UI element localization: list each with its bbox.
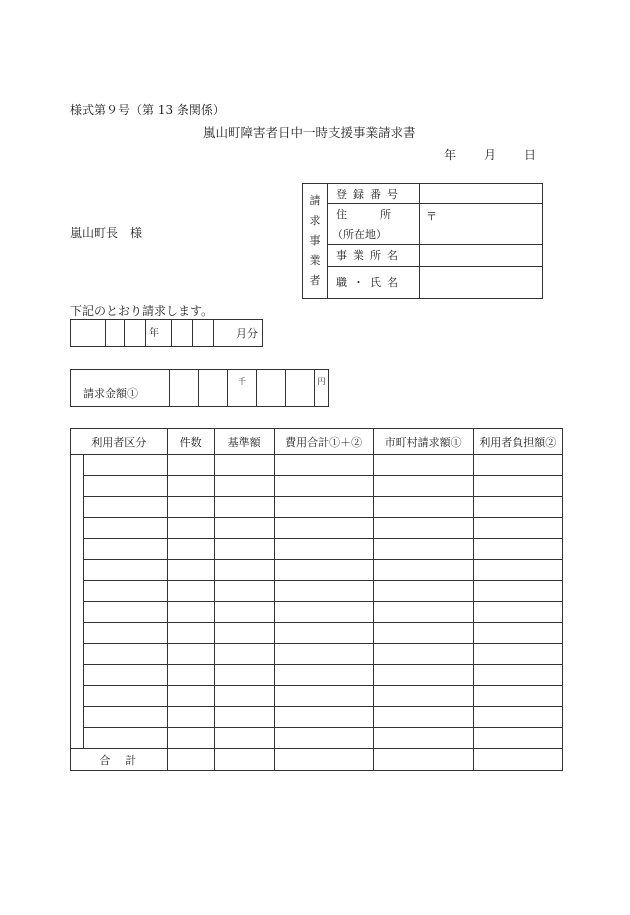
claimant-char: 事 — [309, 234, 321, 247]
table-cell[interactable] — [214, 560, 274, 581]
table-cell[interactable] — [84, 476, 168, 497]
period-year-digit[interactable] — [71, 320, 106, 347]
table-cell[interactable] — [373, 686, 473, 707]
header-count: 件数 — [167, 429, 214, 455]
table-cell[interactable] — [473, 623, 562, 644]
claimant-vertical-label — [303, 184, 328, 299]
table-cell[interactable] — [167, 581, 214, 602]
amount-thousand-label: 千 — [228, 370, 257, 407]
table-cell[interactable] — [473, 497, 562, 518]
title-name-label: 職・氏名 — [328, 266, 420, 298]
table-cell[interactable] — [373, 497, 473, 518]
table-cell[interactable] — [274, 455, 373, 476]
table-row — [71, 476, 563, 497]
table-cell[interactable] — [214, 497, 274, 518]
total-cell[interactable] — [473, 749, 562, 771]
table-cell[interactable] — [473, 602, 562, 623]
registration-number-label: 登録番号 — [328, 184, 420, 204]
table-cell[interactable] — [274, 728, 373, 749]
table-cell[interactable] — [373, 644, 473, 665]
amount-yen-label: 円 — [315, 370, 329, 407]
table-cell[interactable] — [84, 518, 168, 539]
table-cell[interactable] — [274, 707, 373, 728]
table-cell[interactable] — [274, 560, 373, 581]
table-cell[interactable] — [167, 539, 214, 560]
table-cell[interactable] — [167, 476, 214, 497]
table-cell[interactable] — [167, 623, 214, 644]
header-total-cost: 費用合計①＋② — [274, 429, 373, 455]
detail-table — [70, 428, 563, 771]
amount-label: 請求金額① — [71, 370, 170, 407]
table-cell[interactable] — [473, 476, 562, 497]
table-cell[interactable] — [214, 728, 274, 749]
amount-digit[interactable] — [199, 370, 228, 407]
table-cell[interactable] — [167, 518, 214, 539]
table-cell[interactable] — [274, 497, 373, 518]
table-cell[interactable] — [84, 497, 168, 518]
table-cell[interactable] — [84, 623, 168, 644]
table-row — [71, 644, 563, 665]
table-cell[interactable] — [473, 728, 562, 749]
table-cell[interactable] — [167, 644, 214, 665]
table-cell[interactable] — [373, 602, 473, 623]
table-cell[interactable] — [473, 560, 562, 581]
table-cell[interactable] — [214, 602, 274, 623]
title-name-field[interactable] — [420, 266, 543, 298]
table-cell[interactable] — [214, 455, 274, 476]
table-cell[interactable] — [473, 518, 562, 539]
table-cell[interactable] — [167, 728, 214, 749]
table-cell[interactable] — [373, 581, 473, 602]
table-cell[interactable] — [274, 644, 373, 665]
address-field[interactable]: 〒 — [420, 204, 543, 244]
header-base-amount: 基準額 — [214, 429, 274, 455]
table-cell[interactable] — [167, 602, 214, 623]
table-cell[interactable] — [473, 455, 562, 476]
table-row — [71, 728, 563, 749]
table-cell[interactable] — [214, 644, 274, 665]
period-month-label: 月分 — [214, 320, 263, 347]
table-cell[interactable] — [274, 623, 373, 644]
address-label: 住 所 — [328, 204, 420, 224]
table-cell[interactable] — [274, 476, 373, 497]
table-cell[interactable] — [274, 602, 373, 623]
total-cell[interactable] — [373, 749, 473, 771]
table-cell[interactable] — [373, 539, 473, 560]
table-cell[interactable] — [214, 518, 274, 539]
total-cell[interactable] — [167, 749, 214, 771]
table-cell[interactable] — [84, 728, 168, 749]
table-cell[interactable] — [473, 539, 562, 560]
amount-digit[interactable] — [286, 370, 315, 407]
addressee: 嵐山町長 様 — [70, 226, 143, 240]
table-cell[interactable] — [214, 581, 274, 602]
table-cell[interactable] — [274, 539, 373, 560]
period-year-digit[interactable] — [106, 320, 125, 347]
table-cell[interactable] — [373, 518, 473, 539]
claimant-char: 求 — [309, 214, 321, 227]
table-row — [71, 455, 563, 476]
table-cell[interactable] — [274, 581, 373, 602]
header-user-burden: 利用者負担額② — [473, 429, 562, 455]
table-row — [71, 560, 563, 581]
claimant-table — [302, 183, 543, 299]
header-user-category: 利用者区分 — [71, 429, 168, 455]
table-row — [71, 518, 563, 539]
table-cell[interactable] — [373, 560, 473, 581]
total-cell[interactable] — [214, 749, 274, 771]
registration-number-field[interactable] — [420, 184, 543, 204]
amount-digit[interactable] — [170, 370, 199, 407]
period-year-label: 年 — [146, 320, 172, 347]
table-cell[interactable] — [84, 602, 168, 623]
total-cell[interactable] — [274, 749, 373, 771]
table-cell[interactable] — [167, 665, 214, 686]
page-title: 嵐山町障害者日中一時支援事業請求書 — [203, 125, 416, 140]
period-month-digit[interactable] — [193, 320, 214, 347]
claimant-char: 者 — [309, 274, 321, 287]
table-cell[interactable] — [373, 665, 473, 686]
table-row — [71, 539, 563, 560]
table-cell[interactable] — [167, 497, 214, 518]
header-municipal-claim: 市町村請求額① — [373, 429, 473, 455]
table-cell[interactable] — [473, 707, 562, 728]
table-cell[interactable] — [274, 665, 373, 686]
table-cell[interactable] — [214, 623, 274, 644]
table-cell[interactable] — [214, 476, 274, 497]
category-side-cell — [71, 455, 84, 749]
table-cell[interactable] — [167, 686, 214, 707]
table-cell[interactable] — [84, 560, 168, 581]
detail-header-row — [71, 429, 563, 455]
table-cell[interactable] — [373, 707, 473, 728]
table-cell[interactable] — [84, 539, 168, 560]
table-cell[interactable] — [167, 455, 214, 476]
intro-text: 下記のとおり請求します。 — [70, 304, 214, 318]
table-cell[interactable] — [84, 455, 168, 476]
table-cell[interactable] — [214, 539, 274, 560]
form-label: 様式第９号（第 13 条関係） — [70, 103, 225, 117]
table-row — [71, 707, 563, 728]
total-label: 合 計 — [71, 749, 168, 771]
date-month: 月 — [484, 148, 497, 162]
date-day: 日 — [524, 148, 537, 162]
period-month-digit[interactable] — [172, 320, 193, 347]
table-cell[interactable] — [373, 476, 473, 497]
table-cell[interactable] — [84, 644, 168, 665]
table-cell[interactable] — [473, 644, 562, 665]
table-cell[interactable] — [84, 707, 168, 728]
claimant-char: 請 — [309, 194, 321, 207]
period-year-digit[interactable] — [125, 320, 146, 347]
table-row — [71, 623, 563, 644]
table-cell[interactable] — [473, 686, 562, 707]
address-sub-label: （所在地） — [328, 224, 420, 244]
table-cell[interactable] — [167, 707, 214, 728]
table-cell[interactable] — [167, 560, 214, 581]
table-cell[interactable] — [373, 455, 473, 476]
table-cell[interactable] — [473, 665, 562, 686]
office-name-label: 事業所名 — [328, 244, 420, 266]
office-name-field[interactable] — [420, 244, 543, 266]
table-cell[interactable] — [274, 686, 373, 707]
date-year: 年 — [444, 148, 457, 162]
table-row — [71, 602, 563, 623]
table-cell[interactable] — [473, 581, 562, 602]
table-cell[interactable] — [214, 665, 274, 686]
table-cell[interactable] — [214, 707, 274, 728]
period-table — [70, 319, 263, 347]
table-cell[interactable] — [84, 686, 168, 707]
amount-digit[interactable] — [257, 370, 286, 407]
table-cell[interactable] — [373, 623, 473, 644]
table-row — [71, 497, 563, 518]
table-row — [71, 581, 563, 602]
claimant-char: 業 — [309, 254, 321, 267]
total-row — [71, 749, 563, 771]
table-cell[interactable] — [274, 518, 373, 539]
table-cell[interactable] — [214, 686, 274, 707]
table-cell[interactable] — [373, 728, 473, 749]
table-row — [71, 665, 563, 686]
table-row — [71, 686, 563, 707]
table-cell[interactable] — [84, 665, 168, 686]
table-cell[interactable] — [84, 581, 168, 602]
amount-table — [70, 369, 329, 407]
